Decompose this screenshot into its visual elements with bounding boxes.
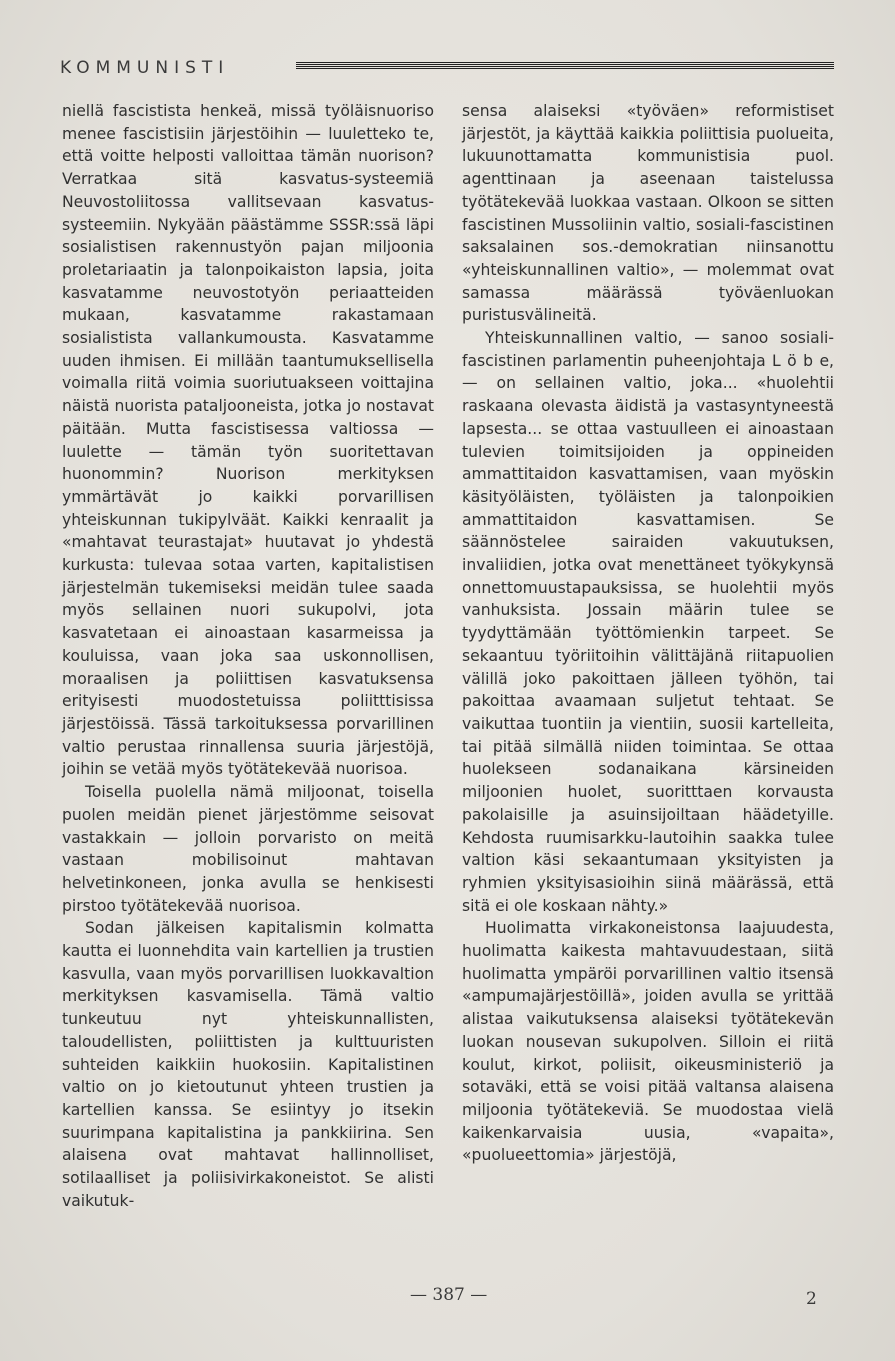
paragraph: Toisella puolella nämä miljoonat, toisella puolen meidän pienet järjestömme seisovat vastakkain — jolloin porvaristo on meitä vastaan mobilisoinut mahtavan helvetinkoneen, jonka avulla se henkisesti pirstoo työtätekevää nuorisoa. (62, 783, 434, 915)
header-rule (296, 62, 834, 69)
journal-title: KOMMUNISTI (60, 58, 230, 78)
paragraph: Sodan jälkeisen kapitalismin kolmatta kautta ei luonnehdita vain kartellien ja trustien kasvulla, vaan myös porvarillisen luokkavaltion merkityksen kasvamisella. Tämä valtio tunkeutuu nyt yhteiskunnallisten, taloudellisten, poliittisten ja kulttuuristen suhteiden kaikkiin huokosiin. Kapitalistinen valtio on jo kietoutunut yhteen trustien ja kartellien kanssa. Se esiintyy jo itsekin suurimpana kapitalistina ja pankkiirina. Sen alaisena ovat mahtavat hallinnolliset, sotilaalliset ja poliisivirkakoneistot. Se alisti vaikutuk- (62, 919, 434, 1210)
printer-signature: 2 (806, 1289, 817, 1309)
left-column (62, 100, 434, 1212)
paragraph: niellä fascistista henkeä, missä työläisnuoriso menee fascistisiin järjestöihin — luuletteko te, että voitte helposti valloittaa tämän nuorison? Verratkaa sitä kasvatus-systeemiä Neuvostoliitossa vallitsevaan kasvatus-systeemiin. Nykyään päästämme SSSR:ssä läpi sosialistisen rakennustyön pajan miljoonia proletariaatin ja talonpoikaiston lapsia, joita kasvatamme neuvostotyön periaatteiden mukaan, kasvatamme rakastamaan sosialistista vallankumousta. Kasvatamme uuden ihmisen. Ei millään taantumuksellisella voimalla riitä voimia suoriutuakseen voittajina näistä nuorista pataljooneista, jotka jo nostavat päitään. Mutta fascistisessa valtiossa — luulette — tämän työn suoritettavan huonommin? Nuorison merkityksen ymmärtävät jo kaikki porvarillisen yhteiskunnan tukipylväät. Kaikki kenraalit ja «mahtavat teurastajat» huutavat jo yhdestä kurkusta: tulevaa sotaa varten, kapitalistisen järjestelmän tukemiseksi meidän tulee saada myös sellainen nuori sukupolvi, jota kasvatetaan ei ainoastaan kasarmeissa ja kouluissa, vaan joka saa uskonnollisen, moraalisen ja poliittisen kasvatuksensa erityisesti muodostetuissa poliitttisissa järjestöissä. Tässä tarkoituksessa porvarillinen valtio perustaa rinnallensa suuria järjestöjä, joihin se vetää myös työtätekevää nuorisoa. (62, 102, 434, 779)
page-footer (0, 1285, 895, 1315)
running-header (60, 58, 835, 88)
paragraph: sensa alaiseksi «työväen» reformistiset järjestöt, ja käyttää kaikkia poliittisia puolueita, lukuunottamatta kommunistisia puol. agenttinaan ja aseenaan taistelussa työtätekevää luokkaa vastaan. Olkoon se sitten fascistinen Mussoliinin valtio, sosiali-fascistinen saksalainen sos.-demokratian niinsanottu «yhteiskunnallinen valtio», — molemmat ovat samassa määrässä työväenluokan puristusvälineitä. (462, 102, 834, 325)
paragraph: Yhteiskunnallinen valtio, — sanoo sosiali-fascistinen parlamentin puheenjohtaja L ö b e, — on sellainen valtio, joka... «huolehtii raskaana olevasta äidistä ja vastasyntyneestä lapsesta... se ottaa vastuulleen ei ainoastaan tulevien toimitsijoiden ja oppineiden ammattitaidon kasvattamisen, vaan myöskin käsityöläisten, työläisten ja talonpoikien ammattitaidon kasvattamisen. Se säännöstelee sairaiden vakuutuksen, invaliidien, jotka ovat menettäneet työkykynsä onnettomuustapauksissa, se huolehtii myös vanhuksista. Jossain määrin tulee se tyydyttämään työttömienkin tarpeet. Se sekaantuu työriitoihin välittäjänä riitapuolien välillä joko pakoittaen jälleen työhön, tai pakoittaa avaamaan suljetut tehtaat. Se vaikuttaa tuontiin ja vientiin, suosii kartelleita, tai pitää silmällä niiden toimintaa. Se ottaa huolekseen sodanaikana kärsineiden miljoonien huolet, suoritttaen korvausta pakolaisille ja asuinsijoiltaan häädetyille. Kehdosta ruumisarkku-lautoihin saakka tulee valtion käsi sekaantumaan yksityisten ja ryhmien yksityisasioihin siinä määrässä, että sitä ei ole koskaan nähty.» (462, 329, 834, 915)
page-number: — 387 — (410, 1285, 487, 1305)
right-column (462, 100, 834, 1167)
paragraph: Huolimatta virkakoneistonsa laajuudesta, huolimatta kaikesta mahtavuudestaan, siitä huolimatta ympäröi porvarillinen valtio itsensä «ampumajärjestöillä», joiden avulla se yrittää alistaa vaikutuksensa alaiseksi työtätekevän luokan nousevan sukupolven. Silloin ei riitä koulut, kirkot, poliisit, oikeusministeriö ja sotaväki, että se voisi pitää valtansa alaisena miljoonia työtätekeviä. Se muodostaa vielä kaikenkarvaisia uusia, «vapaita», «puolueettomia» järjestöjä, (462, 919, 834, 1165)
